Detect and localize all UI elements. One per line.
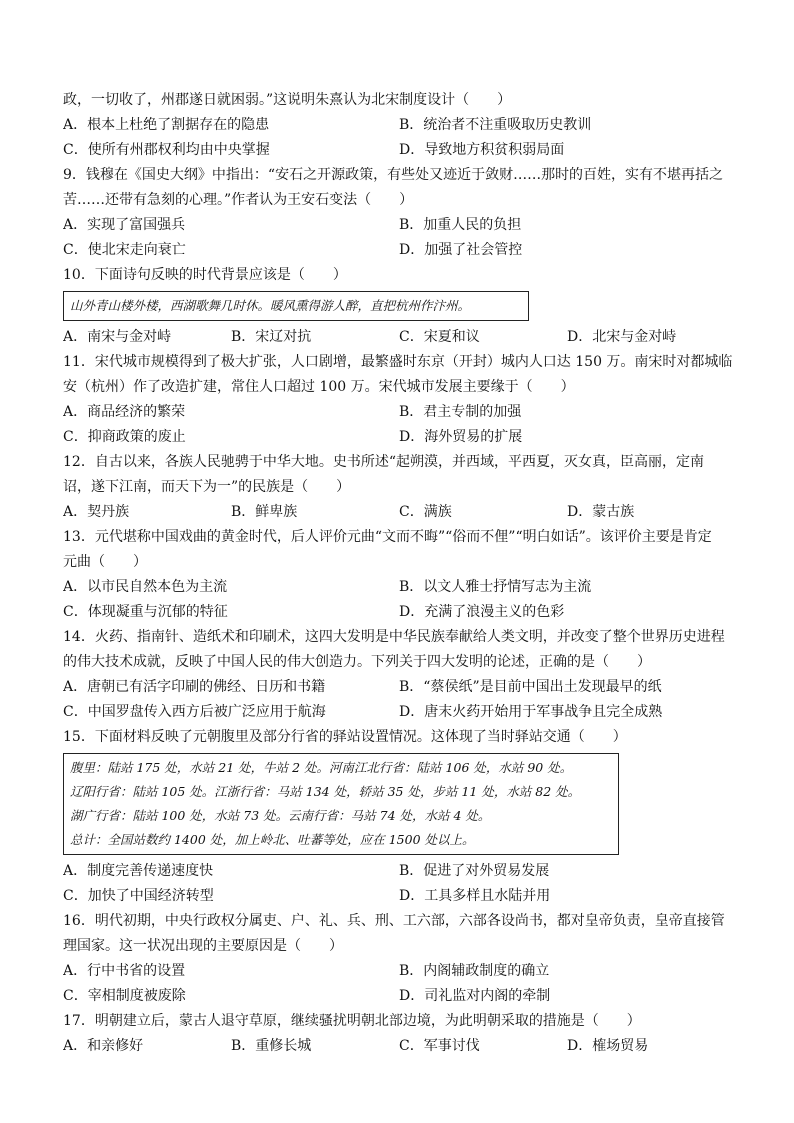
- question-8-options: [63, 113, 735, 138]
- poem-box: [63, 291, 529, 321]
- option-b[interactable]: B．宋辽对抗: [231, 329, 312, 345]
- option-b[interactable]: B．鲜卑族: [231, 504, 298, 520]
- question-13-stem: 元曲（ ）: [63, 554, 147, 570]
- option-c[interactable]: C．加快了中国经济转型: [63, 888, 214, 904]
- option-d[interactable]: D．加强了社会管控: [399, 242, 523, 258]
- option-d[interactable]: D．充满了浪漫主义的色彩: [399, 604, 565, 620]
- option-a[interactable]: A．以市民自然本色为主流: [63, 579, 228, 595]
- option-c[interactable]: C．满族: [399, 504, 452, 520]
- option-b[interactable]: B．内阁辅政制度的确立: [399, 963, 550, 979]
- question-16-stem: 16．明代初期，中央行政权分属吏、户、礼、兵、刑、工六部，六部各设尚书，都对皇帝负责，皇帝直接管: [63, 913, 725, 929]
- question-13-stem: 13．元代堪称中国戏曲的黄金时代，后人评价元曲“文而不晦”“俗而不俚”“明白如话”。该评价主要是肯定: [63, 529, 712, 545]
- relay-station-box: [63, 753, 619, 855]
- question-15-stem: 15．下面材料反映了元朝腹里及部分行省的驿站设置情况。这体现了当时驿站交通（ ）: [63, 729, 627, 745]
- question-9-options: [63, 238, 735, 263]
- option-d[interactable]: D．北宋与金对峙: [567, 329, 677, 345]
- option-c[interactable]: C．抑商政策的废止: [63, 429, 186, 445]
- relay-line: 辽阳行省：陆站 105 处。江浙行省：马站 134 处，轿站 35 处，步站 11 处，水站 82 处。: [70, 784, 581, 799]
- question-15-options: [63, 859, 735, 884]
- question-9-stem: 9．钱穆在《国史大纲》中指出：“安石之开源政策，有些处又迹近于敛财……那时的百姓，实有不堪再括之: [63, 167, 724, 183]
- question-14-options: [63, 700, 735, 725]
- question-13-options: [63, 600, 735, 625]
- question-16-options: [63, 984, 735, 1009]
- option-d[interactable]: D．榷场贸易: [567, 1038, 649, 1054]
- option-c[interactable]: C．军事讨伐: [399, 1038, 480, 1054]
- question-14-stem: 14．火药、指南针、造纸术和印刷术，这四大发明是中华民族奉献给人类文明，并改变了整个世界历史进程: [63, 629, 725, 645]
- question-12-options: [63, 500, 735, 525]
- question-12-stem: 诏，遂下江南，而天下为一”的民族是（ ）: [63, 479, 351, 495]
- option-a[interactable]: A．和亲修好: [63, 1038, 144, 1054]
- question-11-stem: 11．宋代城市规模得到了极大扩张，人口剧增，最繁盛时东京（开封）城内人口达 150 万。南宋时对都城临: [63, 354, 733, 370]
- option-b[interactable]: B．重修长城: [231, 1038, 312, 1054]
- option-c[interactable]: C．体现凝重与沉郁的特征: [63, 604, 228, 620]
- option-a[interactable]: A．制度完善传递速度快: [63, 863, 214, 879]
- option-b[interactable]: B．君主专制的加强: [399, 404, 522, 420]
- question-9-stem: 苦……还带有急刻的心理。”作者认为王安石变法（ ）: [63, 192, 414, 208]
- option-b[interactable]: B．统治者不注重吸取历史教训: [399, 117, 592, 133]
- option-d[interactable]: D．蒙古族: [567, 504, 635, 520]
- option-b[interactable]: B．促进了对外贸易发展: [399, 863, 550, 879]
- relay-line: 腹里：陆站 175 处，水站 21 处，牛站 2 处。河南江北行省：陆站 106 处，水站 90 处。: [70, 760, 573, 775]
- question-8-stem-end: 政，一切收了，州郡遂日就困弱。”这说明朱熹认为北宋制度设计（ ）: [63, 92, 512, 108]
- option-b[interactable]: B．“蔡侯纸”是目前中国出土发现最早的纸: [399, 679, 662, 695]
- question-11-options: [63, 400, 735, 425]
- option-a[interactable]: A．契丹族: [63, 504, 130, 520]
- relay-line: 湖广行省：陆站 100 处，水站 73 处。云南行省：马站 74 处，水站 4 处。: [70, 808, 491, 823]
- option-c[interactable]: C．使北宋走向衰亡: [63, 242, 186, 258]
- option-a[interactable]: A．商品经济的繁荣: [63, 404, 186, 420]
- question-10-stem: 10．下面诗句反映的时代背景应该是（ ）: [63, 267, 347, 283]
- option-a[interactable]: A．根本上杜绝了割据存在的隐患: [63, 117, 270, 133]
- question-11-options: [63, 425, 735, 450]
- option-d[interactable]: D．唐末火药开始用于军事战争且完全成熟: [399, 704, 663, 720]
- option-c[interactable]: C．中国罗盘传入西方后被广泛应用于航海: [63, 704, 326, 720]
- option-b[interactable]: B．加重人民的负担: [399, 217, 522, 233]
- question-17-options: [63, 1034, 735, 1059]
- option-d[interactable]: D．导致地方积贫积弱局面: [399, 142, 565, 158]
- question-12-stem: 12．自古以来，各族人民驰骋于中华大地。史书所述“起朔漠，并西域，平西夏，灭女真，臣高丽，定南: [63, 454, 704, 470]
- exam-page: [63, 88, 735, 1059]
- question-14-options: [63, 675, 735, 700]
- option-c[interactable]: C．宋夏和议: [399, 329, 480, 345]
- question-16-options: [63, 959, 735, 984]
- question-13-options: [63, 575, 735, 600]
- option-d[interactable]: D．海外贸易的扩展: [399, 429, 523, 445]
- question-8-options: [63, 138, 735, 163]
- question-17-stem: 17．明朝建立后，蒙古人退守草原，继续骚扰明朝北部边境，为此明朝采取的措施是（ ）: [63, 1013, 641, 1029]
- question-15-options: [63, 884, 735, 909]
- question-16-stem: 理国家。这一状况出现的主要原因是（ ）: [63, 938, 343, 954]
- option-b[interactable]: B．以文人雅士抒情写志为主流: [399, 579, 592, 595]
- option-a[interactable]: A．实现了富国强兵: [63, 217, 186, 233]
- option-a[interactable]: A．唐朝已有活字印刷的佛经、日历和书籍: [63, 679, 326, 695]
- question-9-options: [63, 213, 735, 238]
- question-11-stem: 安（杭州）作了改造扩建，常住人口超过 100 万。宋代城市发展主要缘于（ ）: [63, 379, 575, 395]
- option-a[interactable]: A．南宋与金对峙: [63, 329, 172, 345]
- option-a[interactable]: A．行中书省的设置: [63, 963, 186, 979]
- question-10-options: [63, 325, 735, 350]
- option-c[interactable]: C．宰相制度被废除: [63, 988, 186, 1004]
- option-d[interactable]: D．工具多样且水陆并用: [399, 888, 551, 904]
- option-c[interactable]: C．使所有州郡权利均由中央掌握: [63, 142, 270, 158]
- poem-text: 山外青山楼外楼，西湖歌舞几时休。暖风熏得游人醉，直把杭州作汴州。: [70, 298, 471, 313]
- option-d[interactable]: D．司礼监对内阁的牵制: [399, 988, 551, 1004]
- question-14-stem: 的伟大技术成就，反映了中国人民的伟大创造力。下列关于四大发明的论述，正确的是（ ）: [63, 654, 651, 670]
- relay-line: 总计：全国站数约 1400 处，加上岭北、吐蕃等处，应在 1500 处以上。: [70, 832, 475, 847]
